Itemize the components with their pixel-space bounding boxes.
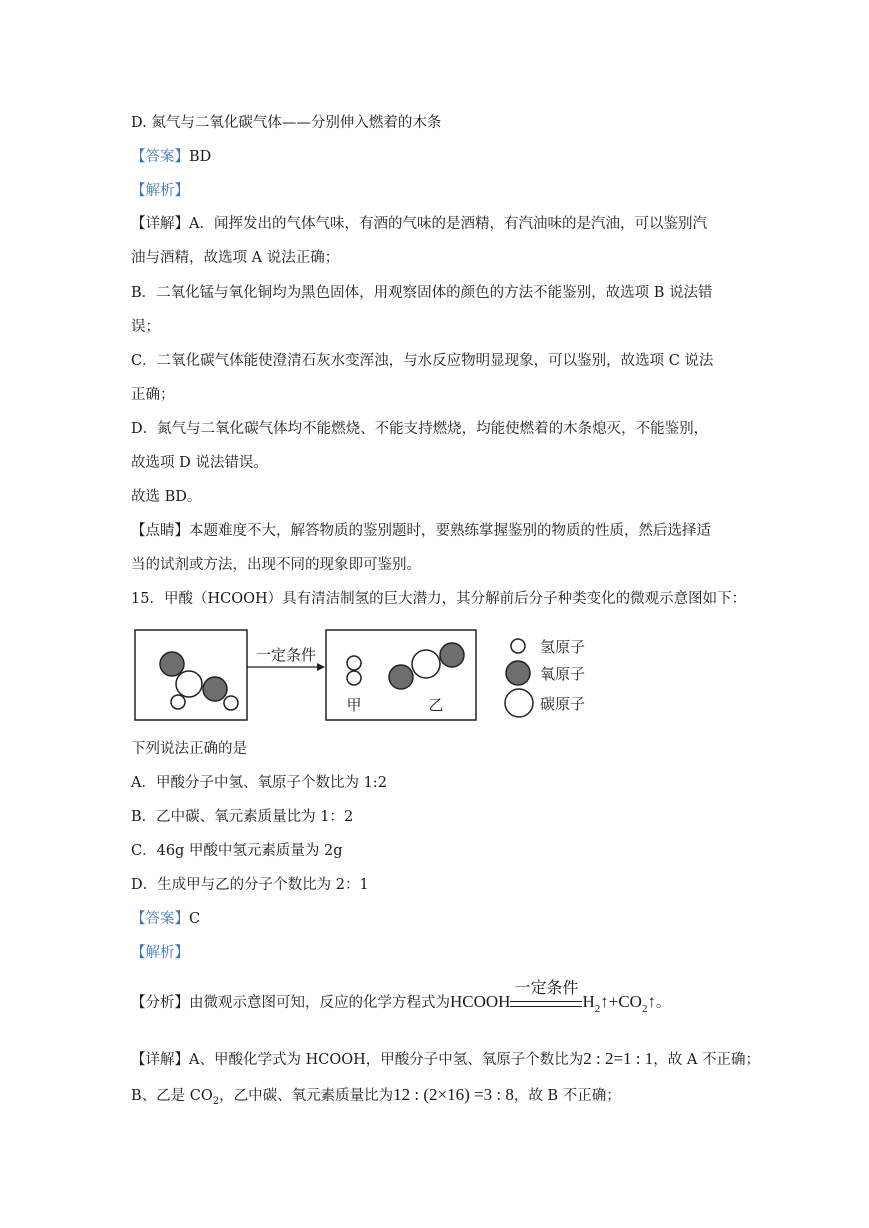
analysis-text: 由微观示意图可知，反应的化学方程式为 (189, 995, 450, 1011)
oxygen-atom (160, 652, 184, 676)
micro-diagram (130, 622, 600, 726)
hydrogen-atom (347, 656, 361, 670)
detail-line-7: D．氮气与二氧化碳气体均不能燃烧、不能支持燃烧，均能使燃着的木条熄灭，不能鉴别， (131, 421, 709, 437)
detail-line-3: B．二氧化锰与氧化铜均为黑色固体，用观察固体的颜色的方法不能鉴别，故选项 B 说法错 (131, 285, 713, 301)
detail-line-6: 正确； (131, 387, 175, 403)
answer-line (131, 147, 211, 167)
oxygen-atom (440, 643, 464, 667)
detail-2-math: 2 : 2=1 : 1 (583, 1049, 654, 1068)
legend-carbon (505, 689, 533, 717)
eq-reactant: HCOOH (450, 992, 511, 1011)
detail-line-5: C．二氧化碳气体能使澄清石灰水变浑浊，与水反应物明显现象，可以鉴别，故选项 C 说法 (131, 353, 714, 369)
hydrogen-atom (224, 696, 238, 710)
eq-equals-sign (510, 1001, 582, 1007)
answer-label: 【答案】 (131, 149, 189, 165)
carbon-atom (176, 671, 202, 697)
legend-carbon-label: 碳原子 (540, 695, 586, 713)
hydrogen-atom (171, 695, 185, 709)
detail-2b-math: 12 : (2×16) =3 : 8 (393, 1085, 514, 1104)
detail-2-line-2 (131, 1085, 621, 1108)
comment-text: 本题难度不大，解答物质的鉴别题时，要熟练掌握鉴别的物质的性质，然后选择适 (189, 523, 711, 539)
detail-line-4: 误； (131, 319, 160, 335)
eq-condition-label: 一定条件 (514, 978, 579, 997)
label-jia: 甲 (346, 696, 362, 714)
arrowhead-icon (317, 663, 325, 671)
analysis-label-2: 【解析】 (131, 945, 189, 961)
label-yi: 乙 (428, 696, 444, 714)
eq-tail: 。 (655, 995, 671, 1011)
oxygen-atom (389, 665, 413, 689)
eq-mid: ↑+CO (600, 992, 642, 1011)
legend-hydrogen (511, 639, 525, 653)
answer-value: BD (189, 149, 212, 165)
eq-h-sub: 2 (594, 1003, 601, 1015)
detail-text: A．闻挥发出的气体气味，有酒的气味的是酒精，有汽油味的是汽油，可以鉴别汽 (189, 216, 707, 232)
detail-line-8: 故选项 D 说法错误。 (131, 455, 268, 471)
condition-label: 一定条件 (255, 646, 317, 664)
oxygen-atom (203, 677, 227, 701)
hydrogen-atom (347, 671, 361, 685)
detail-2b-text: B、乙是 CO (131, 1088, 213, 1104)
answer-label-2: 【答案】 (131, 911, 189, 927)
eq-h: H (582, 992, 595, 1011)
detail-2b-sub: 2 (212, 1096, 220, 1107)
analysis-equation-line (131, 978, 671, 1015)
detail-line-9: 故选 BD。 (131, 489, 202, 505)
detail-2b-tail: ，故 B 不正确； (513, 1088, 621, 1104)
question-15-stem: 15．甲酸（HCOOH）具有清洁制氢的巨大潜力，其分解前后分子种类变化的微观示意图如下： (131, 591, 747, 607)
option-b: B．乙中碳、氧元素质量比为 1：2 (131, 809, 354, 825)
legend-oxygen-label: 氧原子 (540, 665, 586, 683)
legend-oxygen (506, 661, 530, 685)
eq-end: ↑ (647, 992, 656, 1011)
comment-line-1 (131, 521, 711, 541)
detail-2-line-1 (131, 1049, 760, 1070)
answer-line-2 (131, 909, 200, 929)
detail-line-2: 油与酒精，故选项 A 说法正确； (131, 250, 340, 266)
option-d-line: D. 氮气与二氧化碳气体——分别伸入燃着的木条 (131, 115, 442, 131)
option-a: A．甲酸分子中氢、氧原子个数比为 1:2 (131, 775, 387, 791)
detail-label: 【详解】 (131, 216, 189, 232)
comment-line-2: 当的试剂或方法，出现不同的现象即可鉴别。 (131, 557, 421, 573)
legend-hydrogen-label: 氢原子 (540, 638, 586, 656)
analysis-label-3: 【分析】 (131, 995, 189, 1011)
detail-2-tail: ，故 A 不正确； (653, 1052, 760, 1068)
detail-line-1 (131, 214, 707, 234)
detail-2-text: A、甲酸化学式为 HCOOH，甲酸分子中氢、氧原子个数比为 (189, 1052, 584, 1068)
question-prompt: 下列说法正确的是 (131, 741, 247, 757)
analysis-label: 【解析】 (131, 183, 189, 199)
eq-condition (510, 978, 582, 1014)
option-c: C．46g 甲酸中氢元素质量为 2g (131, 843, 343, 859)
detail-2-label: 【详解】 (131, 1052, 189, 1068)
carbon-atom (412, 650, 440, 678)
answer-value-2: C (189, 911, 201, 927)
detail-2b-text2: ，乙中碳、氧元素质量比为 (219, 1088, 394, 1104)
comment-label: 【点睛】 (131, 523, 189, 539)
option-d: D．生成甲与乙的分子个数比为 2：1 (131, 877, 369, 893)
eq-co-sub: 2 (641, 1003, 648, 1015)
